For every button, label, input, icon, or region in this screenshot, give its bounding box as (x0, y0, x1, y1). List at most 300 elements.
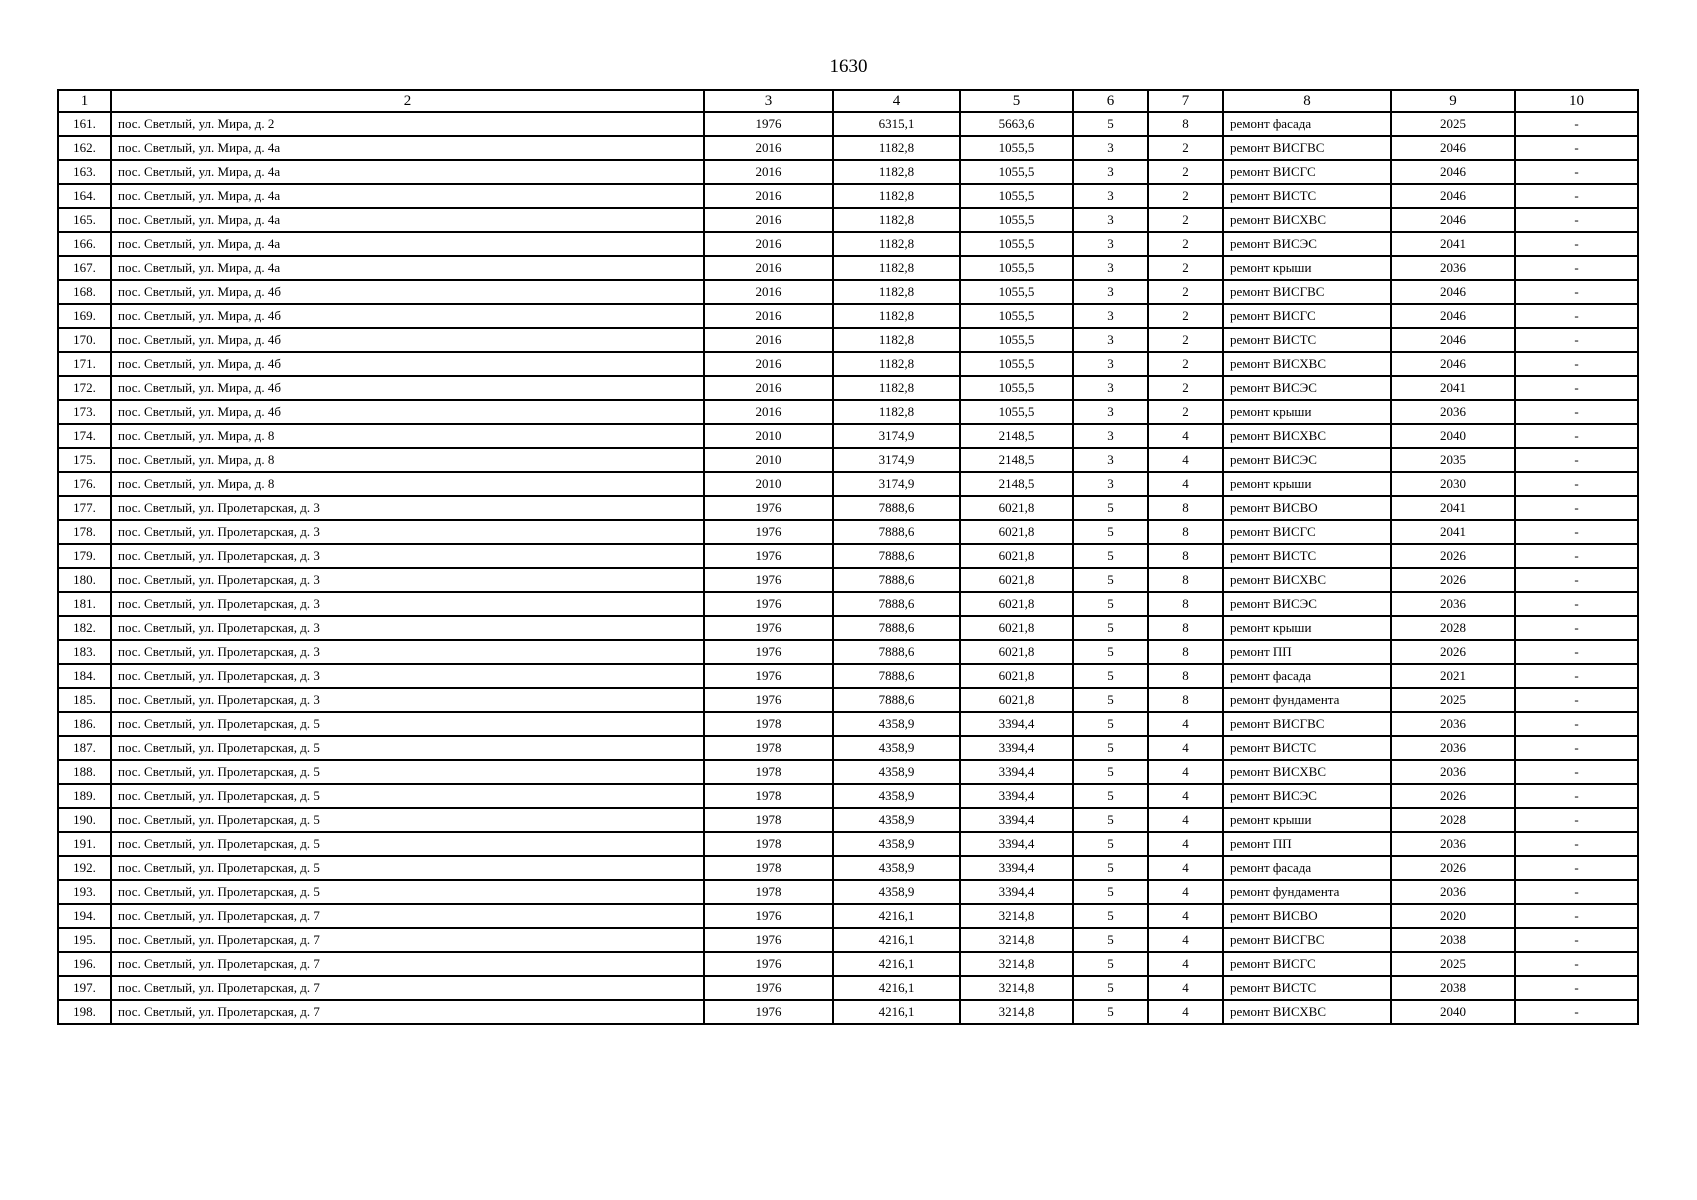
cell-col-year: 1976 (704, 496, 833, 520)
cell-col-floors: 3 (1073, 160, 1148, 184)
cell-col-year: 2016 (704, 136, 833, 160)
cell-col-note: - (1515, 952, 1638, 976)
cell-col-year: 2016 (704, 280, 833, 304)
cell-col-living-area: 6021,8 (960, 616, 1073, 640)
cell-col-work-type: ремонт ВИСТС (1223, 976, 1391, 1000)
cell-col-work-type: ремонт ВИСВО (1223, 496, 1391, 520)
table-row (58, 280, 1638, 304)
cell-col-entrances: 4 (1148, 856, 1223, 880)
cell-col-number: 197. (58, 976, 111, 1000)
cell-col-planned-year: 2036 (1391, 256, 1515, 280)
table-row (58, 544, 1638, 568)
cell-col-entrances: 4 (1148, 976, 1223, 1000)
cell-col-floors: 3 (1073, 400, 1148, 424)
cell-col-floors: 3 (1073, 256, 1148, 280)
table-row (58, 424, 1638, 448)
cell-col-year: 1976 (704, 664, 833, 688)
cell-col-address: пос. Светлый, ул. Мира, д. 4б (111, 352, 704, 376)
cell-col-work-type: ремонт ВИСГС (1223, 952, 1391, 976)
cell-col-number: 173. (58, 400, 111, 424)
cell-col-address: пос. Светлый, ул. Пролетарская, д. 7 (111, 904, 704, 928)
cell-col-living-area: 3394,4 (960, 736, 1073, 760)
cell-col-living-area: 1055,5 (960, 376, 1073, 400)
cell-col-living-area: 1055,5 (960, 136, 1073, 160)
cell-col-planned-year: 2038 (1391, 928, 1515, 952)
cell-col-note: - (1515, 352, 1638, 376)
cell-col-address: пос. Светлый, ул. Пролетарская, д. 3 (111, 496, 704, 520)
cell-col-note: - (1515, 640, 1638, 664)
cell-col-living-area: 1055,5 (960, 184, 1073, 208)
table-row (58, 496, 1638, 520)
cell-col-entrances: 4 (1148, 880, 1223, 904)
cell-col-living-area: 6021,8 (960, 592, 1073, 616)
cell-col-total-area: 4358,9 (833, 712, 960, 736)
cell-col-planned-year: 2038 (1391, 976, 1515, 1000)
cell-col-number: 195. (58, 928, 111, 952)
cell-col-number: 175. (58, 448, 111, 472)
cell-col-total-area: 1182,8 (833, 208, 960, 232)
cell-col-total-area: 1182,8 (833, 184, 960, 208)
table-row (58, 664, 1638, 688)
cell-col-work-type: ремонт ВИСГС (1223, 520, 1391, 544)
cell-col-planned-year: 2025 (1391, 112, 1515, 136)
cell-col-total-area: 4216,1 (833, 904, 960, 928)
cell-col-year: 1978 (704, 760, 833, 784)
cell-col-living-area: 3394,4 (960, 760, 1073, 784)
cell-col-total-area: 4216,1 (833, 952, 960, 976)
cell-col-floors: 5 (1073, 736, 1148, 760)
cell-col-floors: 5 (1073, 664, 1148, 688)
cell-col-entrances: 8 (1148, 640, 1223, 664)
cell-col-planned-year: 2036 (1391, 880, 1515, 904)
cell-col-total-area: 7888,6 (833, 640, 960, 664)
cell-col-entrances: 4 (1148, 712, 1223, 736)
cell-col-number: 162. (58, 136, 111, 160)
cell-col-entrances: 2 (1148, 400, 1223, 424)
table-row (58, 568, 1638, 592)
cell-col-year: 1976 (704, 928, 833, 952)
cell-col-address: пос. Светлый, ул. Мира, д. 4б (111, 400, 704, 424)
table-row (58, 232, 1638, 256)
cell-col-address: пос. Светлый, ул. Пролетарская, д. 7 (111, 928, 704, 952)
cell-col-address: пос. Светлый, ул. Пролетарская, д. 3 (111, 568, 704, 592)
cell-col-planned-year: 2026 (1391, 856, 1515, 880)
table-body (58, 112, 1638, 1024)
cell-col-planned-year: 2036 (1391, 760, 1515, 784)
header-col-year: 3 (704, 90, 833, 112)
cell-col-note: - (1515, 304, 1638, 328)
cell-col-note: - (1515, 400, 1638, 424)
cell-col-floors: 3 (1073, 136, 1148, 160)
cell-col-floors: 5 (1073, 856, 1148, 880)
header-col-floors: 6 (1073, 90, 1148, 112)
cell-col-total-area: 1182,8 (833, 280, 960, 304)
cell-col-planned-year: 2041 (1391, 496, 1515, 520)
cell-col-total-area: 4216,1 (833, 928, 960, 952)
cell-col-floors: 5 (1073, 112, 1148, 136)
cell-col-number: 191. (58, 832, 111, 856)
cell-col-planned-year: 2025 (1391, 952, 1515, 976)
cell-col-year: 1976 (704, 1000, 833, 1024)
cell-col-floors: 5 (1073, 616, 1148, 640)
cell-col-living-area: 5663,6 (960, 112, 1073, 136)
cell-col-work-type: ремонт фасада (1223, 112, 1391, 136)
cell-col-floors: 5 (1073, 640, 1148, 664)
cell-col-living-area: 6021,8 (960, 520, 1073, 544)
cell-col-total-area: 4358,9 (833, 856, 960, 880)
cell-col-planned-year: 2026 (1391, 784, 1515, 808)
cell-col-note: - (1515, 808, 1638, 832)
cell-col-address: пос. Светлый, ул. Мира, д. 4б (111, 328, 704, 352)
cell-col-floors: 5 (1073, 496, 1148, 520)
cell-col-note: - (1515, 616, 1638, 640)
cell-col-year: 1978 (704, 808, 833, 832)
cell-col-entrances: 8 (1148, 520, 1223, 544)
cell-col-living-area: 1055,5 (960, 304, 1073, 328)
cell-col-work-type: ремонт ПП (1223, 832, 1391, 856)
cell-col-year: 1976 (704, 616, 833, 640)
cell-col-note: - (1515, 1000, 1638, 1024)
table-row (58, 688, 1638, 712)
cell-col-total-area: 1182,8 (833, 136, 960, 160)
cell-col-year: 1976 (704, 688, 833, 712)
cell-col-number: 174. (58, 424, 111, 448)
cell-col-number: 194. (58, 904, 111, 928)
cell-col-year: 1976 (704, 904, 833, 928)
cell-col-entrances: 4 (1148, 736, 1223, 760)
cell-col-note: - (1515, 568, 1638, 592)
cell-col-address: пос. Светлый, ул. Пролетарская, д. 5 (111, 712, 704, 736)
cell-col-number: 182. (58, 616, 111, 640)
table-row (58, 928, 1638, 952)
cell-col-total-area: 1182,8 (833, 352, 960, 376)
cell-col-entrances: 4 (1148, 760, 1223, 784)
table-row (58, 112, 1638, 136)
cell-col-note: - (1515, 832, 1638, 856)
cell-col-number: 190. (58, 808, 111, 832)
cell-col-work-type: ремонт ВИСЭС (1223, 448, 1391, 472)
cell-col-work-type: ремонт ВИСГВС (1223, 136, 1391, 160)
cell-col-work-type: ремонт ВИСГВС (1223, 928, 1391, 952)
cell-col-floors: 3 (1073, 352, 1148, 376)
cell-col-note: - (1515, 712, 1638, 736)
cell-col-floors: 5 (1073, 544, 1148, 568)
cell-col-planned-year: 2030 (1391, 472, 1515, 496)
cell-col-living-area: 3214,8 (960, 928, 1073, 952)
header-row (58, 90, 1638, 112)
cell-col-planned-year: 2036 (1391, 592, 1515, 616)
cell-col-year: 1976 (704, 520, 833, 544)
cell-col-number: 166. (58, 232, 111, 256)
cell-col-planned-year: 2046 (1391, 184, 1515, 208)
cell-col-note: - (1515, 904, 1638, 928)
cell-col-total-area: 3174,9 (833, 448, 960, 472)
cell-col-total-area: 4216,1 (833, 1000, 960, 1024)
cell-col-year: 2016 (704, 328, 833, 352)
cell-col-planned-year: 2026 (1391, 544, 1515, 568)
cell-col-work-type: ремонт крыши (1223, 472, 1391, 496)
cell-col-work-type: ремонт ВИСВО (1223, 904, 1391, 928)
cell-col-total-area: 6315,1 (833, 112, 960, 136)
cell-col-entrances: 8 (1148, 544, 1223, 568)
cell-col-total-area: 4358,9 (833, 880, 960, 904)
header-col-number: 1 (58, 90, 111, 112)
table-row (58, 808, 1638, 832)
cell-col-entrances: 8 (1148, 568, 1223, 592)
cell-col-note: - (1515, 760, 1638, 784)
cell-col-planned-year: 2041 (1391, 520, 1515, 544)
cell-col-number: 168. (58, 280, 111, 304)
cell-col-total-area: 7888,6 (833, 688, 960, 712)
header-col-planned-year: 9 (1391, 90, 1515, 112)
cell-col-note: - (1515, 856, 1638, 880)
table-row (58, 856, 1638, 880)
cell-col-planned-year: 2036 (1391, 736, 1515, 760)
table-row (58, 904, 1638, 928)
cell-col-total-area: 1182,8 (833, 304, 960, 328)
cell-col-living-area: 1055,5 (960, 328, 1073, 352)
cell-col-planned-year: 2026 (1391, 568, 1515, 592)
cell-col-address: пос. Светлый, ул. Мира, д. 4а (111, 184, 704, 208)
cell-col-work-type: ремонт ПП (1223, 640, 1391, 664)
cell-col-address: пос. Светлый, ул. Пролетарская, д. 5 (111, 760, 704, 784)
cell-col-note: - (1515, 376, 1638, 400)
cell-col-total-area: 7888,6 (833, 664, 960, 688)
cell-col-planned-year: 2046 (1391, 160, 1515, 184)
cell-col-number: 167. (58, 256, 111, 280)
cell-col-entrances: 2 (1148, 376, 1223, 400)
table-row (58, 784, 1638, 808)
cell-col-address: пос. Светлый, ул. Пролетарская, д. 3 (111, 664, 704, 688)
cell-col-note: - (1515, 280, 1638, 304)
cell-col-address: пос. Светлый, ул. Мира, д. 4б (111, 304, 704, 328)
cell-col-living-area: 3214,8 (960, 904, 1073, 928)
table-row (58, 760, 1638, 784)
cell-col-living-area: 2148,5 (960, 448, 1073, 472)
table-row (58, 208, 1638, 232)
cell-col-living-area: 6021,8 (960, 640, 1073, 664)
cell-col-work-type: ремонт ВИСГВС (1223, 712, 1391, 736)
cell-col-floors: 5 (1073, 928, 1148, 952)
cell-col-floors: 5 (1073, 688, 1148, 712)
cell-col-planned-year: 2028 (1391, 616, 1515, 640)
cell-col-floors: 3 (1073, 304, 1148, 328)
table-row (58, 448, 1638, 472)
cell-col-planned-year: 2046 (1391, 352, 1515, 376)
cell-col-living-area: 1055,5 (960, 208, 1073, 232)
table-row (58, 400, 1638, 424)
cell-col-entrances: 4 (1148, 472, 1223, 496)
cell-col-total-area: 1182,8 (833, 256, 960, 280)
cell-col-floors: 3 (1073, 328, 1148, 352)
cell-col-planned-year: 2046 (1391, 136, 1515, 160)
cell-col-work-type: ремонт крыши (1223, 400, 1391, 424)
cell-col-total-area: 3174,9 (833, 472, 960, 496)
cell-col-living-area: 3394,4 (960, 784, 1073, 808)
cell-col-entrances: 2 (1148, 256, 1223, 280)
table-row (58, 472, 1638, 496)
cell-col-entrances: 8 (1148, 688, 1223, 712)
cell-col-entrances: 2 (1148, 352, 1223, 376)
cell-col-total-area: 4358,9 (833, 736, 960, 760)
cell-col-number: 185. (58, 688, 111, 712)
repair-schedule-table (57, 89, 1639, 1025)
header-col-address: 2 (111, 90, 704, 112)
cell-col-entrances: 8 (1148, 592, 1223, 616)
cell-col-note: - (1515, 256, 1638, 280)
cell-col-address: пос. Светлый, ул. Пролетарская, д. 7 (111, 952, 704, 976)
cell-col-number: 169. (58, 304, 111, 328)
cell-col-planned-year: 2041 (1391, 232, 1515, 256)
cell-col-living-area: 1055,5 (960, 232, 1073, 256)
cell-col-address: пос. Светлый, ул. Мира, д. 4а (111, 136, 704, 160)
table-row (58, 592, 1638, 616)
cell-col-living-area: 6021,8 (960, 544, 1073, 568)
header-col-entrances: 7 (1148, 90, 1223, 112)
cell-col-floors: 3 (1073, 184, 1148, 208)
cell-col-floors: 5 (1073, 520, 1148, 544)
cell-col-number: 161. (58, 112, 111, 136)
cell-col-number: 172. (58, 376, 111, 400)
cell-col-note: - (1515, 496, 1638, 520)
cell-col-planned-year: 2036 (1391, 400, 1515, 424)
cell-col-address: пос. Светлый, ул. Пролетарская, д. 3 (111, 640, 704, 664)
cell-col-floors: 5 (1073, 808, 1148, 832)
cell-col-planned-year: 2041 (1391, 376, 1515, 400)
cell-col-floors: 3 (1073, 376, 1148, 400)
cell-col-work-type: ремонт ВИСЭС (1223, 232, 1391, 256)
cell-col-address: пос. Светлый, ул. Мира, д. 4а (111, 208, 704, 232)
cell-col-year: 1978 (704, 784, 833, 808)
cell-col-year: 2016 (704, 256, 833, 280)
cell-col-planned-year: 2025 (1391, 688, 1515, 712)
cell-col-work-type: ремонт ВИСХВС (1223, 1000, 1391, 1024)
cell-col-year: 1978 (704, 856, 833, 880)
cell-col-entrances: 4 (1148, 808, 1223, 832)
cell-col-floors: 5 (1073, 568, 1148, 592)
cell-col-planned-year: 2026 (1391, 640, 1515, 664)
cell-col-living-area: 6021,8 (960, 688, 1073, 712)
cell-col-year: 2010 (704, 472, 833, 496)
cell-col-year: 1976 (704, 592, 833, 616)
cell-col-year: 2016 (704, 352, 833, 376)
cell-col-work-type: ремонт ВИСТС (1223, 328, 1391, 352)
cell-col-year: 2016 (704, 208, 833, 232)
cell-col-total-area: 1182,8 (833, 232, 960, 256)
cell-col-floors: 5 (1073, 760, 1148, 784)
cell-col-year: 2016 (704, 184, 833, 208)
cell-col-number: 163. (58, 160, 111, 184)
table-row (58, 184, 1638, 208)
cell-col-living-area: 2148,5 (960, 424, 1073, 448)
cell-col-work-type: ремонт ВИСХВС (1223, 424, 1391, 448)
page-number: 1630 (829, 56, 868, 77)
table-row (58, 976, 1638, 1000)
cell-col-address: пос. Светлый, ул. Пролетарская, д. 5 (111, 784, 704, 808)
table-row (58, 352, 1638, 376)
cell-col-floors: 3 (1073, 472, 1148, 496)
cell-col-work-type: ремонт ВИСЭС (1223, 376, 1391, 400)
cell-col-number: 198. (58, 1000, 111, 1024)
cell-col-number: 187. (58, 736, 111, 760)
cell-col-note: - (1515, 448, 1638, 472)
table-header (58, 90, 1638, 112)
cell-col-year: 1976 (704, 952, 833, 976)
cell-col-note: - (1515, 688, 1638, 712)
cell-col-number: 186. (58, 712, 111, 736)
cell-col-number: 181. (58, 592, 111, 616)
cell-col-work-type: ремонт крыши (1223, 616, 1391, 640)
cell-col-total-area: 7888,6 (833, 568, 960, 592)
cell-col-address: пос. Светлый, ул. Мира, д. 8 (111, 472, 704, 496)
cell-col-note: - (1515, 544, 1638, 568)
cell-col-note: - (1515, 184, 1638, 208)
cell-col-entrances: 2 (1148, 304, 1223, 328)
cell-col-note: - (1515, 328, 1638, 352)
cell-col-year: 1978 (704, 832, 833, 856)
cell-col-entrances: 4 (1148, 784, 1223, 808)
cell-col-number: 171. (58, 352, 111, 376)
cell-col-living-area: 3394,4 (960, 808, 1073, 832)
cell-col-note: - (1515, 112, 1638, 136)
cell-col-living-area: 3394,4 (960, 856, 1073, 880)
cell-col-address: пос. Светлый, ул. Мира, д. 4а (111, 160, 704, 184)
cell-col-total-area: 4358,9 (833, 832, 960, 856)
cell-col-total-area: 7888,6 (833, 496, 960, 520)
table-row (58, 256, 1638, 280)
header-col-living-area: 5 (960, 90, 1073, 112)
cell-col-entrances: 2 (1148, 184, 1223, 208)
cell-col-year: 1978 (704, 712, 833, 736)
cell-col-living-area: 1055,5 (960, 160, 1073, 184)
cell-col-total-area: 1182,8 (833, 400, 960, 424)
cell-col-living-area: 3214,8 (960, 976, 1073, 1000)
cell-col-number: 193. (58, 880, 111, 904)
cell-col-entrances: 4 (1148, 904, 1223, 928)
cell-col-note: - (1515, 136, 1638, 160)
cell-col-address: пос. Светлый, ул. Пролетарская, д. 5 (111, 808, 704, 832)
cell-col-floors: 5 (1073, 784, 1148, 808)
cell-col-address: пос. Светлый, ул. Пролетарская, д. 5 (111, 832, 704, 856)
cell-col-total-area: 7888,6 (833, 544, 960, 568)
cell-col-living-area: 6021,8 (960, 496, 1073, 520)
cell-col-note: - (1515, 976, 1638, 1000)
cell-col-floors: 3 (1073, 280, 1148, 304)
cell-col-number: 170. (58, 328, 111, 352)
cell-col-year: 2016 (704, 376, 833, 400)
cell-col-address: пос. Светлый, ул. Пролетарская, д. 3 (111, 592, 704, 616)
cell-col-entrances: 4 (1148, 952, 1223, 976)
cell-col-address: пос. Светлый, ул. Мира, д. 4б (111, 376, 704, 400)
cell-col-note: - (1515, 784, 1638, 808)
cell-col-number: 189. (58, 784, 111, 808)
cell-col-planned-year: 2020 (1391, 904, 1515, 928)
cell-col-entrances: 4 (1148, 448, 1223, 472)
cell-col-living-area: 1055,5 (960, 352, 1073, 376)
cell-col-entrances: 2 (1148, 280, 1223, 304)
cell-col-number: 188. (58, 760, 111, 784)
cell-col-work-type: ремонт ВИСТС (1223, 184, 1391, 208)
cell-col-address: пос. Светлый, ул. Пролетарская, д. 5 (111, 856, 704, 880)
header-col-note: 10 (1515, 90, 1638, 112)
cell-col-total-area: 1182,8 (833, 160, 960, 184)
cell-col-total-area: 4358,9 (833, 808, 960, 832)
cell-col-planned-year: 2040 (1391, 424, 1515, 448)
cell-col-floors: 5 (1073, 592, 1148, 616)
cell-col-living-area: 2148,5 (960, 472, 1073, 496)
table-row (58, 136, 1638, 160)
cell-col-entrances: 8 (1148, 112, 1223, 136)
